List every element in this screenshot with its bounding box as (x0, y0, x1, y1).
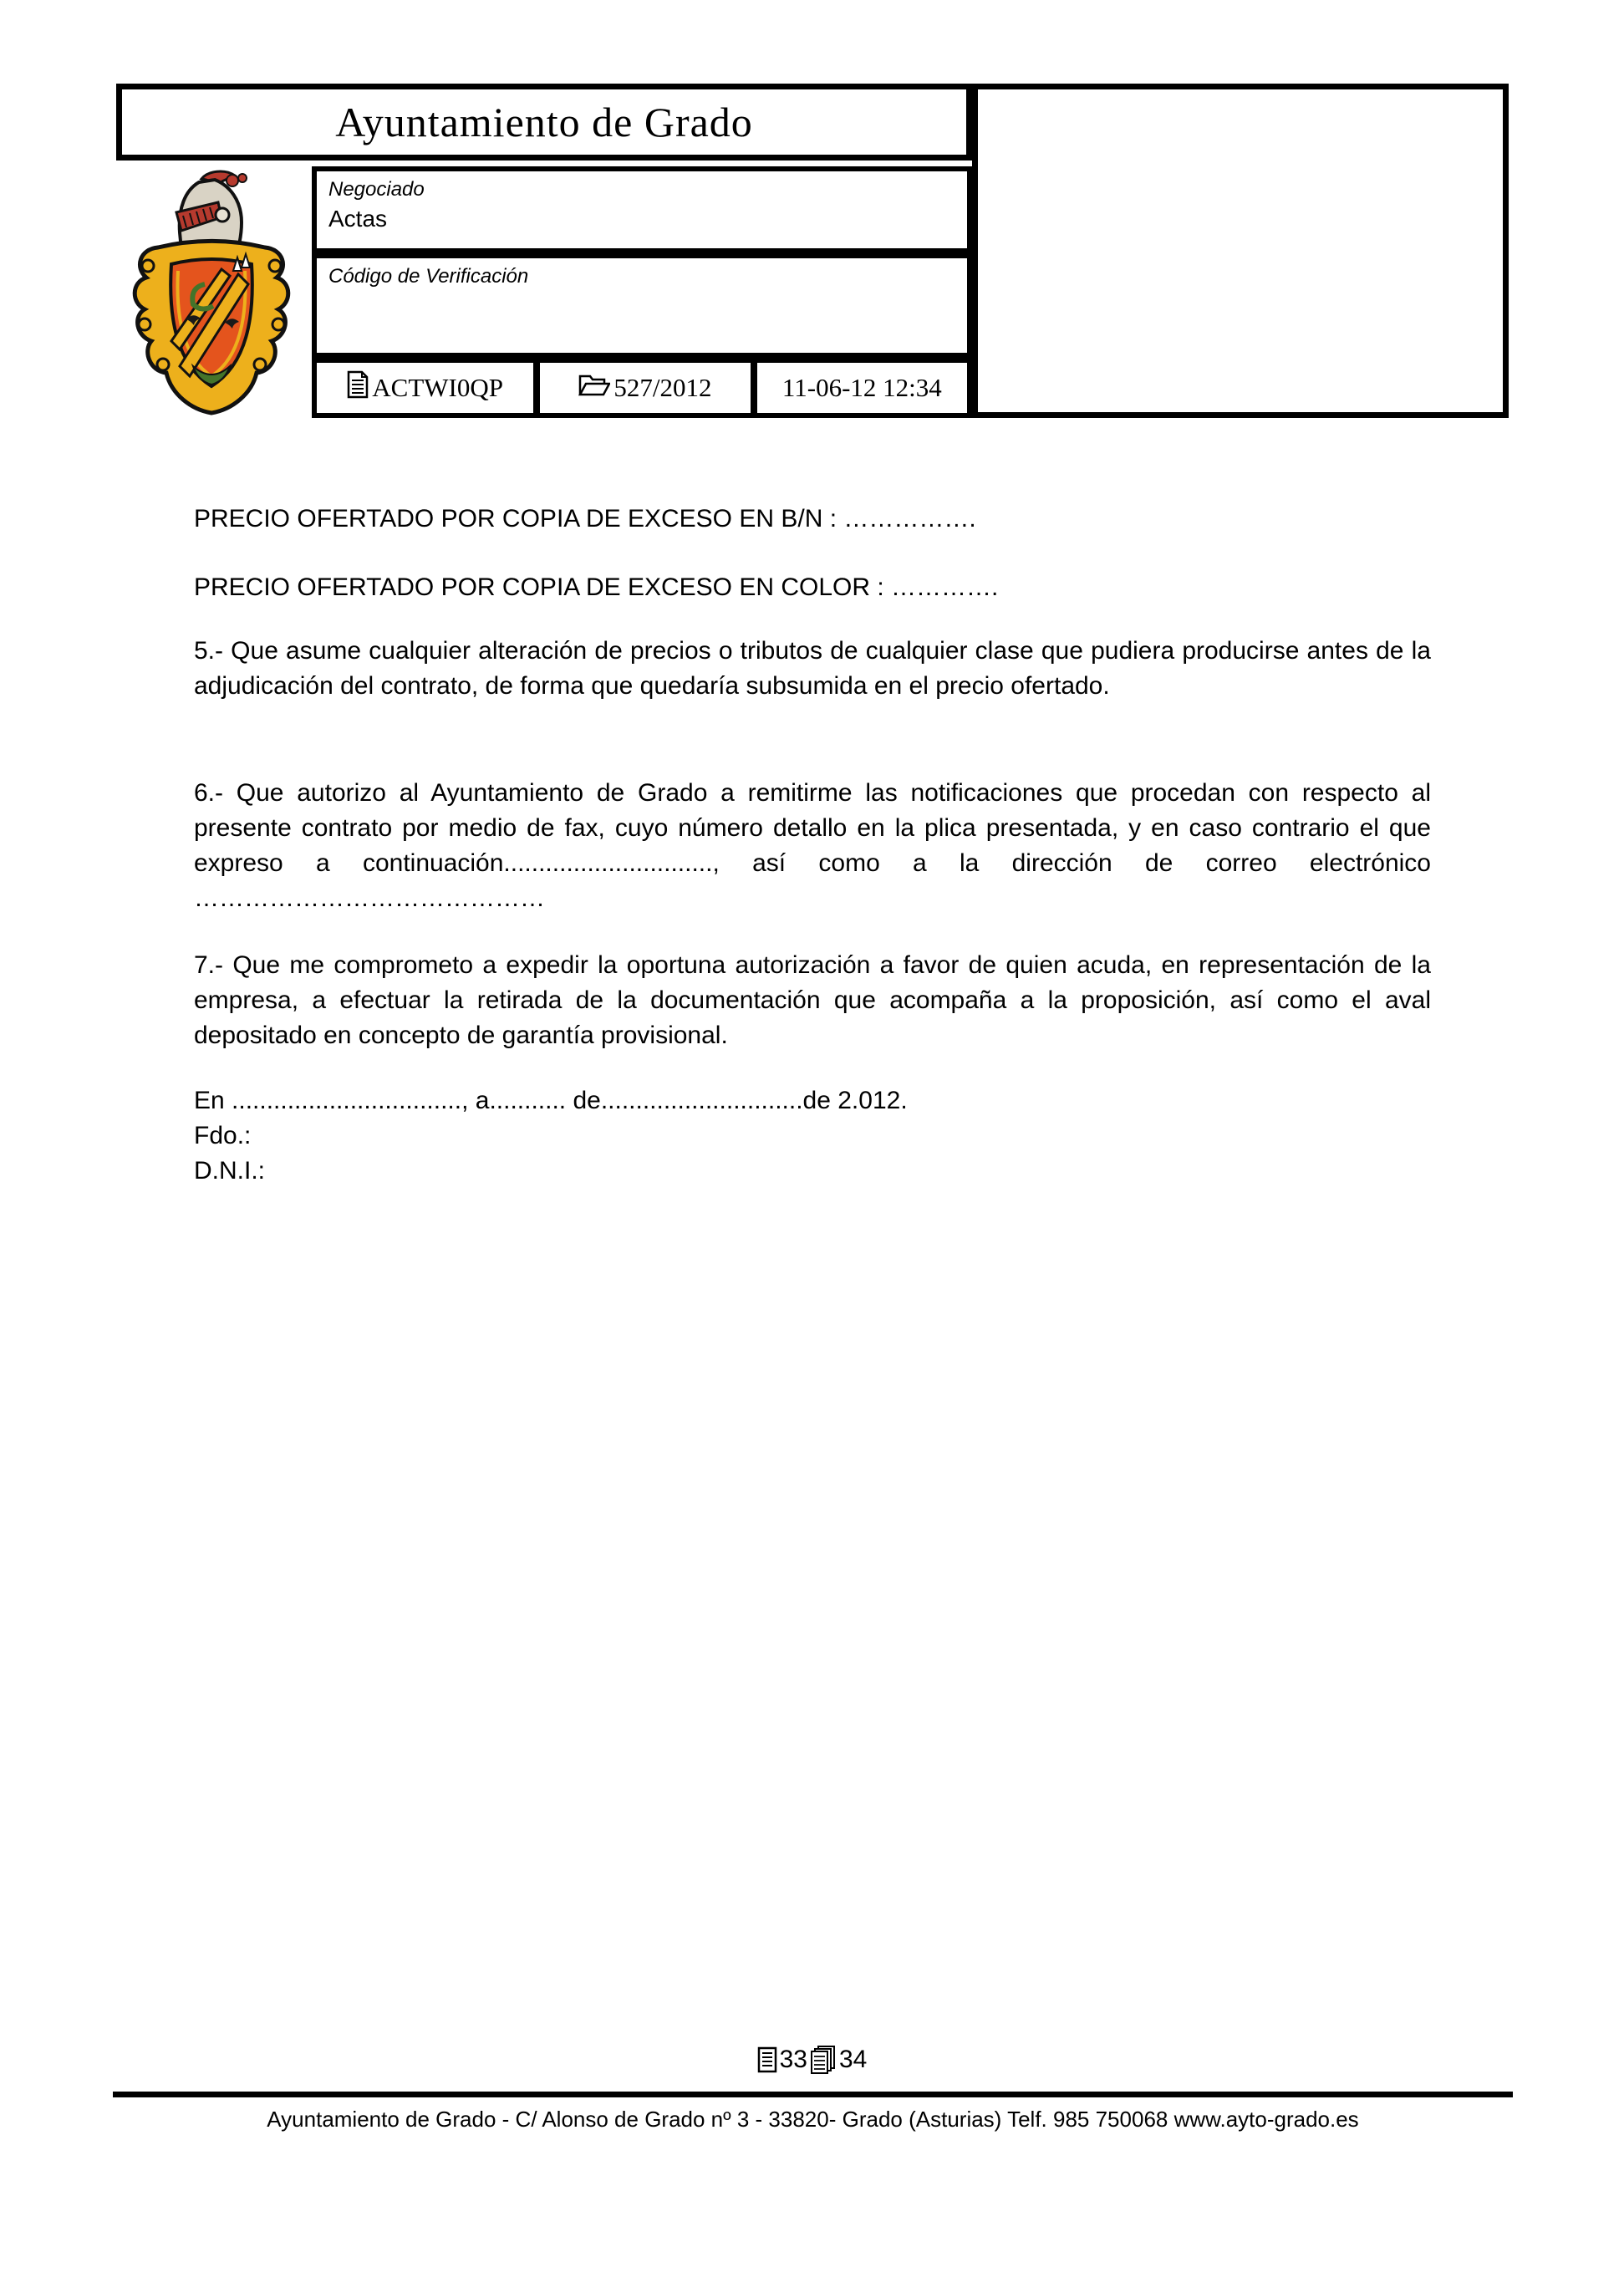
verification-code-label: Código de Verificación (328, 265, 529, 288)
clause-7: 7.- Que me comprometo a expedir la oportuna autorización a favor de quien acuda, en representación de la empresa, a efectuar la retirada de la documentación que acompaña a la proposición, así como el aval depositado en concepto de garantía provisional. (194, 951, 1431, 1049)
pages-icon (810, 2045, 837, 2075)
verification-code-box (312, 253, 972, 358)
price-bn-line: PRECIO OFERTADO POR COPIA DE EXCESO EN B/N : ……………. (194, 505, 976, 533)
negociado-label: Negociado (328, 178, 425, 201)
page-title: Ayuntamiento de Grado (335, 99, 753, 145)
coat-of-arms (128, 167, 295, 422)
footer-divider (113, 2092, 1513, 2097)
file-number-cell (533, 363, 750, 413)
dni-label: D.N.I.: (194, 1157, 266, 1185)
coat-of-arms-graphic (128, 167, 295, 422)
signature-label: Fdo.: (194, 1122, 252, 1149)
header-empty-box (972, 84, 1509, 418)
datetime-cell (751, 363, 967, 413)
page-current: 33 (779, 2046, 807, 2073)
page-indicator (0, 2045, 1624, 2075)
footer-address: Ayuntamiento de Grado - C/ Alonso de Grado nº 3 - 33820- Grado (Asturias) Telf. 985 750068 www.ayto-grado.es (267, 2107, 1359, 2132)
page-total: 34 (839, 2046, 868, 2073)
clause-5: 5.- Que asume cualquier alteración de precios o tributos de cualquier clase que pudiera producirse antes de la adjudicación del contrato, de forma que quedaría subsumida en el precio ofertado. (194, 637, 1431, 700)
header-codes-row (312, 358, 972, 418)
datetime-value: 11-06-12 12:34 (781, 373, 942, 402)
clause-6: 6.- Que autorizo al Ayuntamiento de Grado a remitirme las notificaciones que procedan con respecto al presente contrato por medio de fax, cuyo número detallo en la plica presentada, y en caso contrario el que expreso a continuación.............................., así como a la dirección de correo electrónico …………………………………… (194, 779, 1431, 912)
date-line: En ................................., a........... de.............................de 2.012. (194, 1087, 908, 1114)
header-title-box (116, 84, 972, 161)
page-icon (757, 2046, 777, 2073)
doc-code-value: ACTWI0QP (372, 373, 504, 402)
document-icon (347, 370, 369, 405)
negociado-value: Actas (328, 206, 388, 232)
doc-code-cell (317, 363, 533, 413)
file-number-value: 527/2012 (613, 373, 712, 402)
negociado-box (312, 166, 972, 253)
open-folder-icon (578, 372, 610, 404)
price-color-line: PRECIO OFERTADO POR COPIA DE EXCESO EN COLOR : …………. (194, 573, 999, 601)
